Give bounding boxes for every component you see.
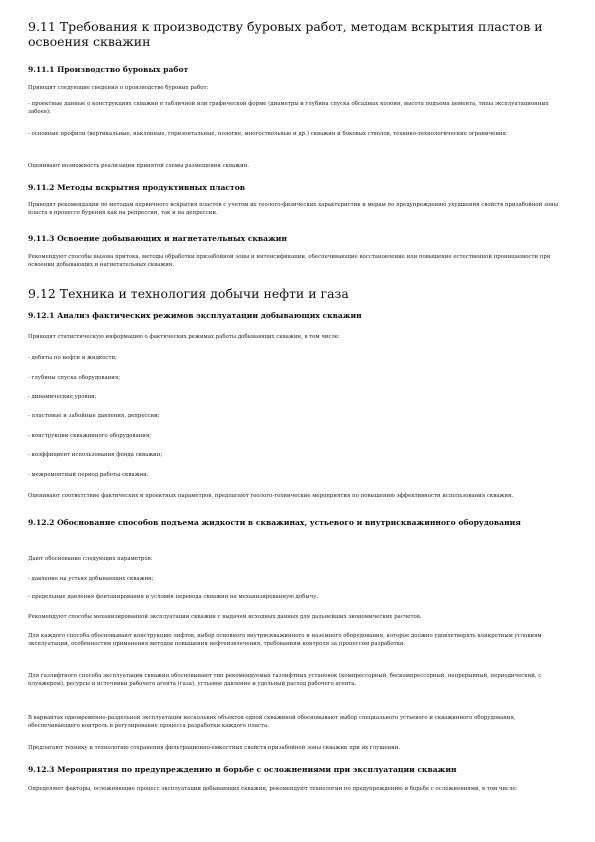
paragraph: Предлагают технику и технологию сохранения фильтрационно-емкостных свойств призабойной зоны скважин при их глушении.: [28, 745, 401, 751]
list-item: - коэффициент использования фонда скважин;: [28, 452, 163, 458]
subsection-9-12-2-title: 9.12.2 Обоснование способов подъема жидкости в скважинах, устьевого и внутрискважинного оборудования: [28, 518, 521, 527]
subsection-9-12-1-title: 9.12.1 Анализ фактических режимов эксплуатации добывающих скважин: [28, 311, 362, 320]
paragraph: Приводят следующие сведения о производстве буровых работ:: [28, 85, 209, 91]
subsection-9-12-3-title: 9.12.3 Мероприятия по предупреждению и борьбе с осложнениями при эксплуатации скважин: [28, 765, 457, 774]
paragraph: Рекомендуют способы механизированной эксплуатации скважин с выдачей исходных данных для дальнейших экономических расчетов.: [28, 614, 422, 620]
list-item: - динамические уровни;: [28, 394, 97, 400]
list-item: - конструкции скважинного оборудования;: [28, 433, 152, 439]
paragraph: Приводят рекомендации по методам первичного вскрытия пластов с учетом их геолого-физических характеристик и мерам по предупреждению ухудшения свойств призабойной зоны пласта в процессе бурения как на репрессии, так и на депрессии.: [28, 202, 559, 217]
paragraph: Рекомендуют способы вызова притока, методы обработки призабойной зоны и интенсификации, обеспечивающие восстановление или повышение естественной проницаемости при освоении добывающих и нагнетательных скважин.: [28, 254, 551, 269]
subsection-9-11-1-title: 9.11.1 Производство буровых работ: [28, 65, 189, 74]
list-item: - пластовые и забойные давления, депрессии;: [28, 413, 160, 419]
list-item: - предельные давления фонтанирования и условия перевода скважин на механизированную добычу.: [28, 594, 319, 600]
subsection-9-11-2-title: 9.11.2 Методы вскрытия продуктивных пластов: [28, 183, 246, 192]
list-item: - давление на устьях добывающих скважин;: [28, 576, 154, 582]
section-9-11-title: 9.11 Требования к производству буровых работ, методам вскрытия пластов и освоения скважин: [28, 19, 543, 49]
paragraph: Определяют факторы, осложняющие процесс эксплуатации добывающих скважин, рекомендуют технологии по предупреждению и борьбе с осложнениями, в том числе:: [28, 786, 518, 792]
paragraph: Оценивают возможность реализации принятой схемы размещения скважин.: [28, 163, 249, 169]
list-item: - глубины спуска оборудования;: [28, 375, 121, 381]
list-item: - основные профили (вертикальные, наклонные, горизонтальные, пологие, многоствольные и др.) скважин и боковых стволов, технико-технологические ограничения.: [28, 131, 508, 137]
paragraph: Дают обоснование следующих параметров:: [28, 556, 153, 562]
paragraph: Для каждого способа обосновывают конструкцию лифтов, выбор основного внутрискважинного и наземного оборудования, которое должно удовлетворять конкретным условиям эксплуатации, особенностям применения методов повышения нефтеизвлечения, требованиям контроля за процессом разработки.: [28, 633, 542, 648]
list-item: - проектные данные о конструкциях скважин в табличной или графической форме (диаметры и глубина спуска обсадных колонн, высота подъема цемента, типы эксплуатационных забоев);: [28, 101, 549, 116]
paragraph: Для газлифтного способа эксплуатации скважин обосновывают тип рекомендуемых газлифтных установок (компрессорный, бескомпрессорный, непрерывный, периодический, с плунжером), ресурсы и источники рабочего агента (газа), устьевое давление и удельный расход рабочего агента.: [28, 673, 542, 688]
paragraph: В вариантах одновременно-раздельной эксплуатации нескольких объектов одной скважиной обосновывают выбор специального устьевого и скважинного оборудования, обеспечивающего контроль и регулирование процесса разработки каждого пласта.: [28, 715, 516, 730]
list-item: - дебиты по нефти и жидкости;: [28, 355, 117, 361]
paragraph: Оценивают соответствие фактических и проектных параметров, предлагают геолого-технические мероприятия по повышению эффективности использования скважин.: [28, 493, 514, 499]
section-9-12-title: 9.12 Техника и технология добычи нефти и газа: [28, 286, 349, 301]
subsection-9-11-3-title: 9.11.3 Освоение добывающих и нагнетательных скважин: [28, 234, 287, 243]
list-item: - межремонтный период работы скважин.: [28, 472, 149, 478]
paragraph: Приводят статистическую информацию о фактических режимах работы добывающих скважин, в том числе:: [28, 334, 340, 340]
